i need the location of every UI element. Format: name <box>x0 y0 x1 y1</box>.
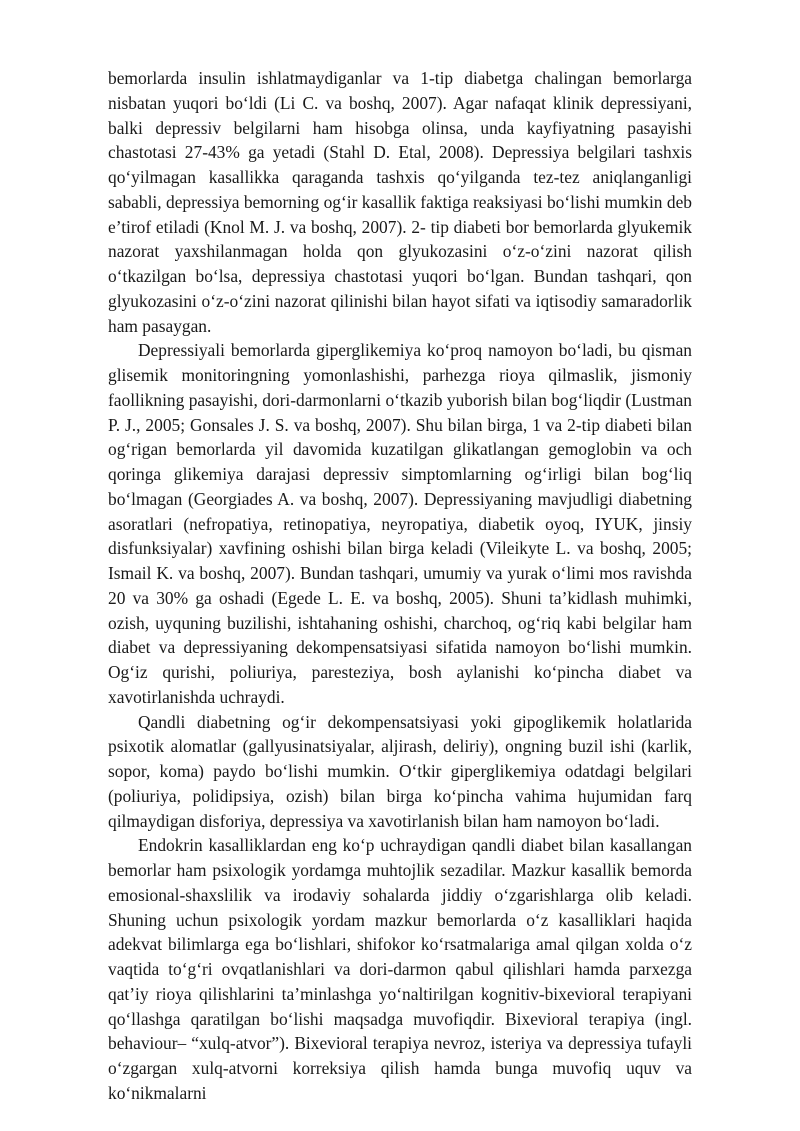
paragraph-1: bemorlarda insulin ishlatmaydiganlar va 1-tip diabetga chalingan bemorlarga nisbatan yuqori bo‘ldi (Li C. va boshq, 2007). Agar nafaqat klinik depressiyani, balki depressiv belgilarni ham hisobga olinsa, unda kayfiyatning pasayishi chastotasi 27-43% ga yetadi (Stahl D. Etal, 2008). Depressiya belgilari tashxis qo‘yilmagan kasallikka qaraganda tashxis qo‘yilganda tez-tez aniqlanganligi sababli, depressiya bemorning og‘ir kasallik faktiga reaksiyasi bo‘lishi mumkin deb e’tirof etiladi (Knol M. J. va boshq, 2007). 2- tip diabeti bor bemorlarda glyukemik nazorat yaxshilanmagan holda qon glyukozasini o‘z-o‘zini nazorat qilish o‘tkazilgan bo‘lsa, depressiya chastotasi yuqori bo‘lgan. Bundan tashqari, qon glyukozasini o‘z-o‘zini nazorat qilinishi bilan hayot sifati va iqtisodiy samaradorlik ham pasaygan. <box>108 68 692 336</box>
paragraph-4: Endokrin kasalliklardan eng ko‘p uchraydigan qandli diabet bilan kasallangan bemorlar ham psixologik yordamga muhtojlik sezadilar. Mazkur kasallik bemorda emosional-shaxslilik va irodaviy sohalarda jiddiy o‘zgarishlarga olib keladi. Shuning uchun psixologik yordam mazkur bemorlarda o‘z kasalliklari haqida adekvat bilimlarga ega bo‘lishlari, shifokor ko‘rsatmalariga amal qilgan xolda o‘z vaqtida to‘g‘ri ovqatlanishlari va dori-darmon qabul qilishlari hamda parxezga qat’iy rioya qilishlarini ta’minlashga yo‘naltirilgan kognitiv-bixevioral terapiyani qo‘llashga qaratilgan bo‘lishi maqsadga muvofiqdir. Bixevioral terapiya (ingl. behaviour– “xulq-atvor”). Bixevioral terapiya nevroz, isteriya va depressiya tufayli o‘zgargan xulq-atvorni korreksiya qilish hamda bunga muvofiq uquv va ko‘nikmalarni <box>108 835 692 1103</box>
paragraph-2: Depressiyali bemorlarda giperglikemiya ko‘proq namoyon bo‘ladi, bu qisman glisemik monitoringning yomonlashishi, parhezga rioya qilmaslik, jismoniy faollikning pasayishi, dori-darmonlarni o‘tkazib yuborish bilan bog‘liqdir (Lustman P. J., 2005; Gonsales J. S. va boshq, 2007). Shu bilan birga, 1 va 2-tip diabeti bilan og‘rigan bemorlarda yil davomida kuzatilgan glikatlangan gemoglobin va och qoringa glikemiya darajasi depressiv simptomlarning og‘irligi bilan bog‘liq bo‘lmagan (Georgiades A. va boshq, 2007). Depressiyaning mavjudligi diabetning asoratlari (nefropatiya, retinopatiya, neyropatiya, diabetik oyoq, IYUK, jinsiy disfunksiyalar) xavfining oshishi bilan birga keladi (Vileikyte L. va boshq, 2005; Ismail K. va boshq, 2007). Bundan tashqari, umumiy va yurak o‘limi mos ravishda 20 va 30% ga oshadi (Egede L. E. va boshq, 2005). Shuni ta’kidlash muhimki, ozish, uyquning buzilishi, ishtahaning oshishi, charchoq, og‘riq kabi belgilar ham diabet va depressiyaning dekompensatsiyasi sifatida namoyon bo‘lishi mumkin. Og‘iz qurishi, poliuriya, paresteziya, bosh aylanishi ko‘pincha diabet va xavotirlanishda uchraydi. <box>108 340 692 707</box>
document-page <box>108 66 692 1106</box>
paragraph-3: Qandli diabetning og‘ir dekompensatsiyasi yoki gipoglikemik holatlarida psixotik alomatlar (gallyusinatsiyalar, aljirash, deliriy), ongning buzil ishi (karlik, sopor, koma) paydo bo‘lishi mumkin. O‘tkir giperglikemiya odatdagi belgilari (poliuriya, polidipsiya, ozish) bilan birga ko‘pincha vahima hujumidan farq qilmaydigan disforiya, depressiya va xavotirlanish bilan ham namoyon bo‘ladi. <box>108 711 692 831</box>
